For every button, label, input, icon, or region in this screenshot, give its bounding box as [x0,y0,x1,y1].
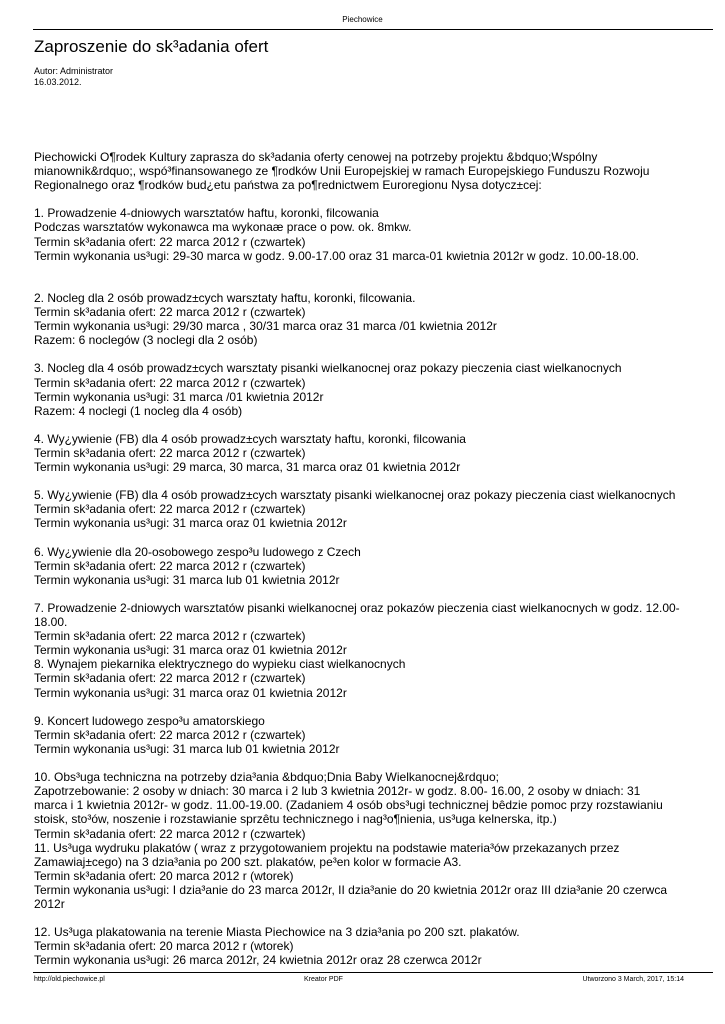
body-line: Termin sk³adania ofert: 22 marca 2012 r (czwartek) [34,727,306,742]
body-line: Zamawiaj±cego) na 3 dzia³ania po 200 szt. plakatów, pe³en kolor w formacie A3. [34,854,462,869]
body-line [34,192,699,206]
footer-created: Utworzono 3 March, 2017, 15:14 [582,976,684,983]
body-line: 7. Prowadzenie 2-dniowych warsztatów pisanki wielkanocnej oraz pokazów pieczenia ciast wielkanocnych w godz. 12.00- [34,601,680,615]
body-line: Termin wykonania us³ugi: 29-30 marca w godz. 9.00-17.00 oraz 31 marca-01 kwietnia 2012r w godz. 10.00-18.00. [34,248,639,263]
body-line: Termin sk³adania ofert: 22 marca 2012 r (czwartek) [34,375,306,390]
body-line: mianownik&rdquo;, wspó³finansowanego ze ¶rodków Unii Europejskiej w ramach Europejskiego Funduszu Rozwoju [34,164,650,179]
body-line: Termin sk³adania ofert: 22 marca 2012 r (czwartek) [34,305,306,320]
body-line: 1. Prowadzenie 4-dniowych warsztatów haftu, koronki, filcowania [34,206,379,221]
body-line: Termin sk³adania ofert: 20 marca 2012 r (wtorek) [34,868,294,883]
body-line [34,700,699,714]
article-date: 16.03.2012. [34,77,82,87]
body-line: Termin wykonania us³ugi: 31 marca oraz 01 kwietnia 2012r [34,685,347,700]
body-line: Termin wykonania us³ugi: 29 marca, 30 marca, 31 marca oraz 01 kwietnia 2012r [34,460,461,475]
header-divider [33,29,713,30]
author-line: Autor: Administrator [34,66,114,76]
body-line: Termin sk³adania ofert: 22 marca 2012 r (czwartek) [34,671,306,686]
body-line: 18.00. [34,615,68,630]
body-line: 5. Wy¿ywienie (FB) dla 4 osób prowadz±cych warsztaty pisanki wielkanocnej oraz pokazy pieczenia ciast wielkanocnych [34,488,676,503]
body-line [34,756,699,770]
body-line: 11. Us³uga wydruku plakatów ( wraz z przygotowaniem projektu na podstawie materia³ów przekazanych przez [34,840,620,855]
article-title: Zaproszenie do sk³adania ofert [34,37,269,56]
body-line [34,474,699,488]
body-line: Termin sk³adania ofert: 22 marca 2012 r (czwartek) [34,558,306,573]
body-line: Termin wykonania us³ugi: I dzia³anie do 23 marca 2012r, II dzia³anie do 20 kwietnia 2012r oraz III dzia³anie 20 czerwca [34,882,668,897]
body-line: Regionalnego oraz ¶rodków bud¿etu państwa za po¶rednictwem Euroregionu Nysa dotycz±cej: [34,178,542,193]
body-line: Termin sk³adania ofert: 22 marca 2012 r (czwartek) [34,629,306,644]
body-line: stoisk, sto³ów, noszenie i rozstawianie sprzêtu technicznego i nag³o¶nienia, us³uga kelnerska, itp.) [34,812,557,827]
body-line [34,587,699,601]
body-line: 10. Obs³uga techniczna na potrzeby dzia³ania &bdquo;Dnia Baby Wielkanocnej&rdquo; [34,770,499,785]
body-line: 6. Wy¿ywienie dla 20-osobowego zespo³u ludowego z Czech [34,544,361,559]
body-line: Razem: 6 noclegów (3 noclegi dla 2 osób) [34,333,258,348]
body-line: Termin sk³adania ofert: 22 marca 2012 r (czwartek) [34,445,306,460]
body-line: 4. Wy¿ywienie (FB) dla 4 osób prowadz±cych warsztaty haftu, koronki, filcowania [34,431,466,446]
body-line: Termin wykonania us³ugi: 31 marca oraz 01 kwietnia 2012r [34,643,347,658]
body-line: Termin sk³adania ofert: 20 marca 2012 r (wtorek) [34,939,294,954]
body-line: Termin wykonania us³ugi: 31 marca oraz 01 kwietnia 2012r [34,516,347,531]
footer-url: http://old.piechowice.pl [34,976,105,983]
article-meta [34,66,113,88]
body-line: Termin wykonania us³ugi: 31 marca lub 01 kwietnia 2012r [34,572,340,587]
article-body [34,150,699,967]
body-line: Piechowicki O¶rodek Kultury zaprasza do sk³adania oferty cenowej na potrzeby projektu &bdquo;Wspólny [34,150,598,164]
body-line [34,531,699,545]
page-header-site: Piechowice [342,15,383,24]
body-line: Razem: 4 noclegi (1 nocleg dla 4 osób) [34,403,243,418]
footer-divider [33,972,713,973]
body-line [34,911,699,925]
body-line: Termin wykonania us³ugi: 31 marca lub 01 kwietnia 2012r [34,741,340,756]
body-line: Zapotrzebowanie: 2 osoby w dniach: 30 marca i 2 lub 3 kwietnia 2012r- w godz. 8.00- 16.00, 2 osoby w dniach: 31 [34,784,641,799]
body-line: Termin sk³adania ofert: 22 marca 2012 r (czwartek) [34,502,306,517]
body-line: 2012r [34,896,65,911]
footer-generator: Kreator PDF [304,976,343,983]
body-line: Termin sk³adania ofert: 22 marca 2012 r (czwartek) [34,826,306,841]
body-line: Termin sk³adania ofert: 22 marca 2012 r (czwartek) [34,234,306,249]
body-line: 2. Nocleg dla 2 osób prowadz±cych warsztaty haftu, koronki, filcowania. [34,290,416,305]
body-line: Termin wykonania us³ugi: 29/30 marca , 30/31 marca oraz 31 marca /01 kwietnia 2012r [34,319,497,334]
body-line: Termin wykonania us³ugi: 31 marca /01 kwietnia 2012r [34,389,324,404]
body-line: 8. Wynajem piekarnika elektrycznego do wypieku ciast wielkanocnych [34,657,406,672]
body-line [34,277,699,291]
body-line: Podczas warsztatów wykonawca ma wykonaæ prace o pow. ok. 8mkw. [34,220,412,235]
body-line: 3. Nocleg dla 4 osób prowadz±cych warsztaty pisanki wielkanocnej oraz pokazy pieczenia ciast wielkanocnych [34,361,622,376]
body-line: 12. Us³uga plakatowania na terenie Miasta Piechowice na 3 dzia³ania po 200 szt. plakatów. [34,925,520,940]
body-line: marca i 1 kwietnia 2012r- w godz. 11.00-19.00. (Zadaniem 4 osób obs³ugi technicznej bêdzie pomoc przy rozstawianiu [34,798,663,813]
body-line [34,418,699,432]
body-line: Termin wykonania us³ugi: 26 marca 2012r, 24 kwietnia 2012r oraz 28 czerwca 2012r [34,953,482,968]
body-line [34,263,699,277]
body-line [34,347,699,361]
body-line: 9. Koncert ludowego zespo³u amatorskiego [34,713,265,728]
